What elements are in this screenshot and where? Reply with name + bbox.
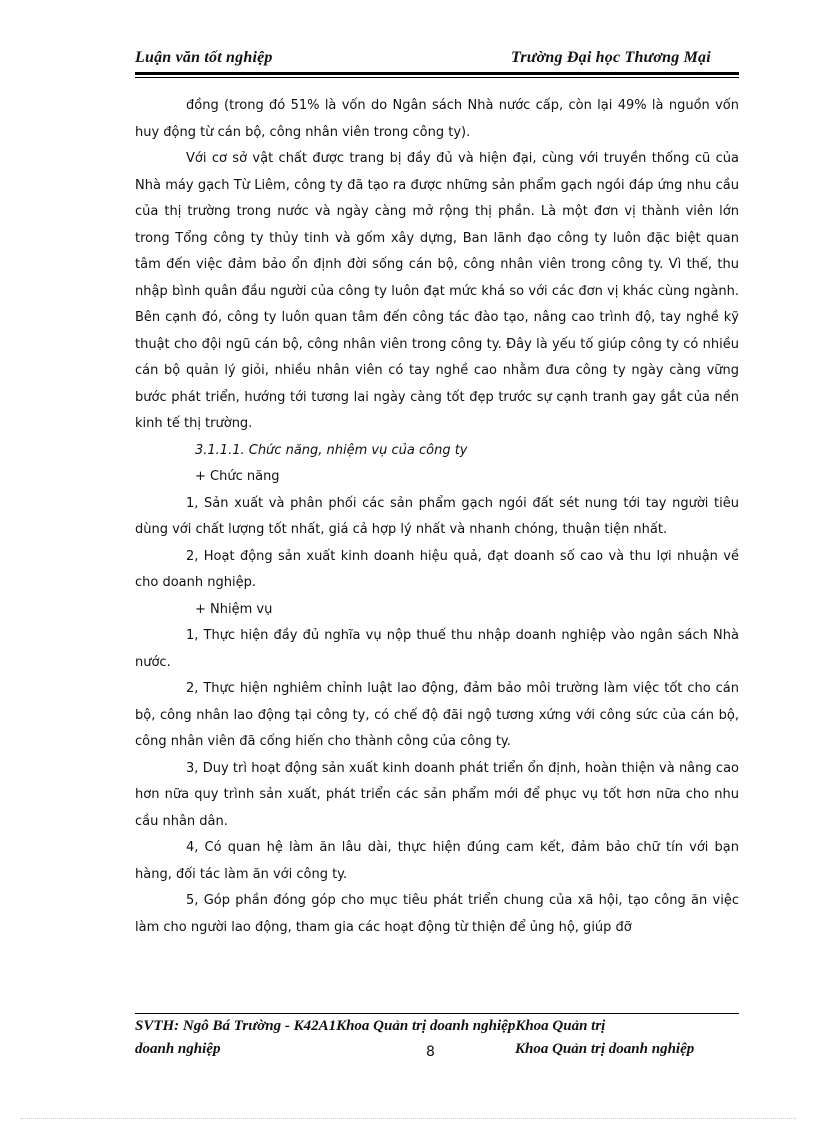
- duties-label: + Nhiệm vụ: [195, 601, 273, 617]
- header-rule-thin: [135, 77, 739, 78]
- paragraph-company-overview: Với cơ sở vật chất được trang bị đầy đủ và hiện đại, cùng với truyền thống cũ của Nhà máy gạch Từ Liêm, công ty đã tạo ra được những sản phẩm gạch ngói đáp ứng nhu cầu của thị trường trong nước và ngày càng mở rộng thị phần. Là một đơn vị thành viên lớn trong Tổng công ty thủy tinh và gốm xây dựng, Ban lãnh đạo công ty luôn đặc biệt quan tâm đến việc đảm bảo ổn định đời sống cán bộ, công nhân viên trong công ty. Vì thế, thu nhập bình quân đầu người của công ty luôn đạt mức khá so với các đơn vị khác cùng ngành. Bên cạnh đó, công ty luôn quan tâm đến công tác đào tạo, nâng cao trình độ, tay nghề kỹ thuật cho đội ngũ cán bộ, công nhân viên trong công ty. Đây là yếu tố giúp công ty có nhiều cán bộ quản lý giỏi, nhiều nhân viên có tay nghề cao nhằm đưa công ty ngày càng vững bước phát triển, hướng tới tương lai ngày càng tốt đẹp trước sự cạnh tranh gay gắt của nền kinh tế thị trường.: [135, 151, 739, 431]
- function-item-1: 1, Sản xuất và phân phối các sản phẩm gạch ngói đất sét nung tới tay người tiêu dùng với chất lượng tốt nhất, giá cả hợp lý nhất và nhanh chóng, thuận tiện nhất.: [135, 495, 739, 537]
- function-item-2: 2, Hoạt động sản xuất kinh doanh hiệu quả, đạt doanh số cao và thu lợi nhuận về cho doanh nghiệp.: [135, 548, 739, 590]
- functions-label: + Chức năng: [195, 469, 280, 484]
- page-bottom-edge: [20, 1118, 796, 1119]
- body-text: [135, 93, 739, 941]
- header-title-right: Trường Đại học Thương Mại: [511, 49, 711, 66]
- footer-faculty-continuation: doanh nghiệp: [135, 1041, 221, 1057]
- duty-item-2: 2, Thực hiện nghiêm chỉnh luật lao động, đảm bảo môi trường làm việc tốt cho cán bộ, công nhân lao động tại công ty, có chế độ đãi ngộ tương xứng với công sức của cán bộ, công nhân viên đã cống hiến cho thành công của công ty.: [135, 681, 739, 749]
- section-heading: 3.1.1.1. Chức năng, nhiệm vụ của công ty: [195, 442, 468, 458]
- footer-author-line: SVTH: Ngô Bá Trường - K42A1Khoa Quản trị doanh nghiệpKhoa Quản trị: [135, 1018, 606, 1034]
- paragraph-capital-source: đồng (trong đó 51% là vốn do Ngân sách Nhà nước cấp, còn lại 49% là nguồn vốn huy động từ cán bộ, công nhân viên trong công ty).: [135, 98, 739, 140]
- duty-item-1: 1, Thực hiện đầy đủ nghĩa vụ nộp thuế thu nhập doanh nghiệp vào ngân sách Nhà nước.: [135, 628, 739, 670]
- page-number: 8: [426, 1044, 435, 1060]
- header-rule: [135, 72, 739, 75]
- footer-rule: [135, 1013, 739, 1014]
- duty-item-3: 3, Duy trì hoạt động sản xuất kinh doanh phát triển ổn định, hoàn thiện và nâng cao hơn nữa quy trình sản xuất, phát triển các sản phẩm mới để phục vụ tốt hơn nữa cho nhu cầu nhân dân.: [135, 760, 739, 829]
- duty-item-5: 5, Góp phần đóng góp cho mục tiêu phát triển chung của xã hội, tạo công ăn việc làm cho người lao động, tham gia các hoạt động từ thiện để ủng hộ, giúp đỡ: [135, 893, 739, 935]
- duty-item-4: 4, Có quan hệ làm ăn lâu dài, thực hiện đúng cam kết, đảm bảo chữ tín với bạn hàng, đối tác làm ăn với công ty.: [135, 840, 739, 882]
- footer-faculty-right: Khoa Quản trị doanh nghiệp: [515, 1041, 695, 1057]
- header-title-left: Luận văn tốt nghiệp: [135, 49, 273, 66]
